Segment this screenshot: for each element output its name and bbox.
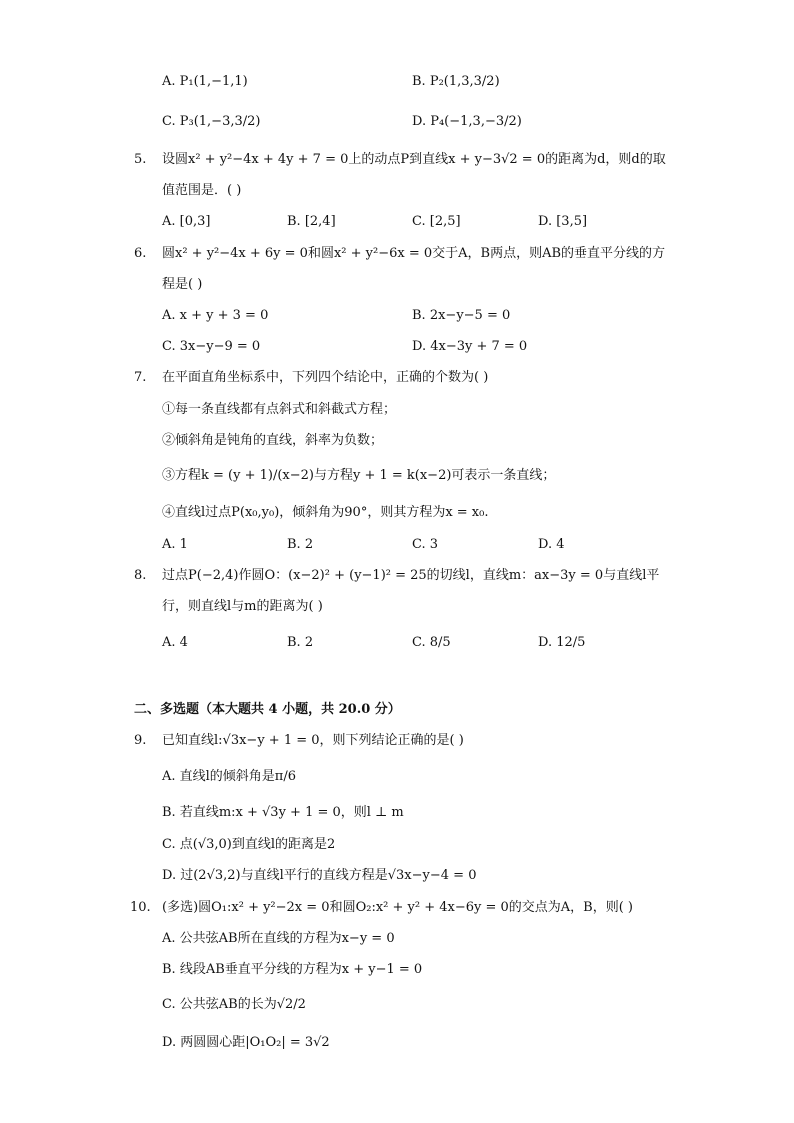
q7-stem: 在平面直角坐标系中，下列四个结论中，正确的个数为( ) — [162, 370, 489, 385]
q9-stem: 已知直线l:√3x−y + 1 = 0，则下列结论正确的是( ) — [162, 733, 464, 748]
q7-item-4: ④直线l过点P(x₀,y₀)，倾斜角为90°，则其方程为x = x₀. — [162, 505, 489, 520]
q10-stem: (多选)圆O₁:x² + y²−2x = 0和圆O₂:x² + y² + 4x−6y = 0的交点为A，B，则( ) — [162, 900, 633, 915]
q7-option-c: C. 3 — [412, 537, 439, 552]
q7-option-a: A. 1 — [162, 537, 188, 552]
q5-option-d: D. [3,5] — [538, 214, 588, 229]
q8-stem-line2: 行，则直线l与m的距离为( ) — [162, 599, 323, 614]
q4-option-c: C. P₃(1,−3,3/2) — [162, 114, 261, 129]
q7-item-3: ③方程k = (y + 1)/(x−2)与方程y + 1 = k(x−2)可表示一条直线； — [162, 468, 556, 483]
q6-option-d: D. 4x−3y + 7 = 0 — [412, 339, 528, 354]
q6-option-c: C. 3x−y−9 = 0 — [162, 339, 261, 354]
q10-option-d: D. 两圆圆心距|O₁O₂| = 3√2 — [162, 1035, 330, 1050]
q9-option-c: C. 点(√3,0)到直线l的距离是2 — [162, 837, 336, 852]
q10-option-b: B. 线段AB垂直平分线的方程为x + y−1 = 0 — [162, 962, 423, 977]
q7-option-b: B. 2 — [287, 537, 314, 552]
q7-item-1: ①每一条直线都有点斜式和斜截式方程； — [162, 402, 397, 417]
q10-option-c: C. 公共弦AB的长为√2/2 — [162, 997, 306, 1012]
q5-stem-line2: 值范围是．( ) — [162, 183, 242, 198]
q4-option-b: B. P₂(1,3,3/2) — [412, 74, 500, 89]
q4-option-a: A. P₁(1,−1,1) — [162, 74, 248, 89]
q8-option-c: C. 8/5 — [412, 635, 451, 650]
q5-number: 5. — [134, 152, 147, 167]
q6-option-a: A. x + y + 3 = 0 — [162, 308, 269, 323]
q6-number: 6. — [134, 246, 147, 261]
q5-stem-line1: 设圆x² + y²−4x + 4y + 7 = 0上的动点P到直线x + y−3√2 = 0的距离为d，则d的取 — [162, 152, 666, 167]
q8-option-a: A. 4 — [162, 635, 188, 650]
q9-option-a: A. 直线l的倾斜角是π/6 — [162, 769, 297, 784]
q6-option-b: B. 2x−y−5 = 0 — [412, 308, 511, 323]
q5-option-a: A. [0,3] — [162, 214, 211, 229]
q9-number: 9. — [134, 733, 147, 748]
q7-number: 7. — [134, 370, 147, 385]
q8-number: 8. — [134, 568, 147, 583]
q5-option-b: B. [2,4] — [287, 214, 336, 229]
q7-item-2: ②倾斜角是钝角的直线，斜率为负数； — [162, 433, 384, 448]
q9-option-d: D. 过(2√3,2)与直线l平行的直线方程是√3x−y−4 = 0 — [162, 868, 477, 883]
q6-stem-line2: 程是( ) — [162, 277, 203, 292]
q8-option-b: B. 2 — [287, 635, 314, 650]
q10-option-a: A. 公共弦AB所在直线的方程为x−y = 0 — [162, 931, 395, 946]
q4-option-d: D. P₄(−1,3,−3/2) — [412, 114, 522, 129]
q10-number: 10. — [130, 900, 151, 915]
q8-option-d: D. 12/5 — [538, 635, 586, 650]
q6-stem-line1: 圆x² + y²−4x + 6y = 0和圆x² + y²−6x = 0交于A，B两点，则AB的垂直平分线的方 — [162, 246, 666, 261]
q8-stem-line1: 过点P(−2,4)作圆O：(x−2)² + (y−1)² = 25的切线l，直线m：ax−3y = 0与直线l平 — [162, 568, 660, 583]
q5-option-c: C. [2,5] — [412, 214, 461, 229]
q9-option-b: B. 若直线m:x + √3y + 1 = 0，则l ⊥ m — [162, 805, 404, 820]
q7-option-d: D. 4 — [538, 537, 565, 552]
section-2-heading: 二、多选题（本大题共 4 小题，共 20.0 分） — [134, 702, 401, 717]
